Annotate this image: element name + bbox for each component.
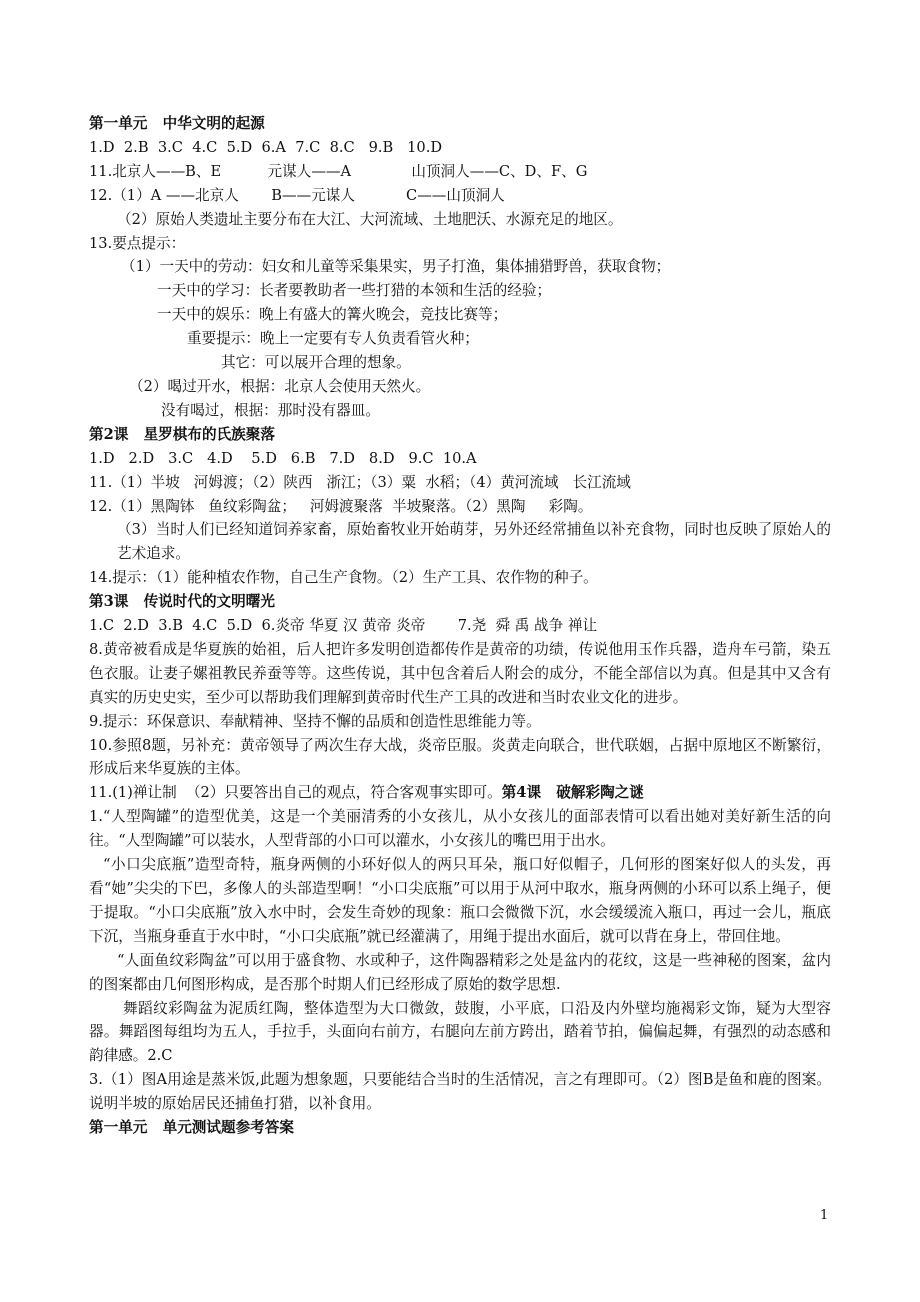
answer-line: （1）一天中的劳动：妇女和儿童等采集果实，男子打渔，集体捕猎野兽，获取食物； — [121, 258, 671, 276]
answer-line: 8.黄帝被看成是华夏族的始祖，后人把许多发明创造都传作是黄帝的功绩，传说他用玉作兵器，造舟车弓箭，染五色衣服。让妻子嫘祖教民养蚕等等。这些传说，其中包含着后人附会的成分，不能全部信以为真。但是其中又含有真实的历史史实，至少可以帮助我们理解到黄帝时代生产工具的改进和当时农业文化的进步。 — [89, 640, 831, 706]
answer-line: “小口尖底瓶”造型奇特，瓶身两侧的小环好似人的两只耳朵，瓶口好似帽子，几何形的图案好似人的头发，再看“她”尖尖的下巴，多像人的头部造型啊！“小口尖底瓶”可以用于从河中取水，瓶身两侧的小环可以系上绳子，便于提取。“小口尖底瓶”放入水中时，会发生奇妙的现象：瓶口会微微下沉，水会缓缓流入瓶口，再过一会儿，瓶底下沉，当瓶身垂直于水中时，“小口尖底瓶”就已经灌满了，用绳于提出水面后，就可以背在身上，带回住地。 — [89, 856, 831, 945]
mixed-line — [89, 781, 831, 805]
answer-line: 重要提示：晚上一定要有专人负责看管火种； — [187, 330, 479, 348]
section-heading: 第3课 传说时代的文明曙光 — [89, 593, 275, 611]
answer-line: 14.提示：（1）能种植农作物，自己生产食物。（2）生产工具、农作物的种子。 — [89, 569, 598, 587]
answer-line: 12.（1）A ——北京人 B——元谋人 C——山顶洞人 — [89, 186, 505, 204]
answer-line: 12.（1）黑陶钵 鱼纹彩陶盆； 河姆渡聚落 半坡聚落。（2）黑陶 彩陶。 — [89, 497, 593, 515]
lesson-4-heading: 第4课 破解彩陶之谜 — [501, 784, 644, 802]
answer-line: 其它：可以展开合理的想象。 — [221, 354, 411, 372]
answer-content — [89, 112, 831, 1140]
answer-line: 1.“人型陶罐”的造型优美，这是一个美丽清秀的小女孩儿，从小女孩儿的面部表情可以看出她对美好新生活的向往。“人型陶罐”可以装水，人型背部的小口可以灌水，小女孩儿的嘴巴用于出水。 — [89, 808, 831, 850]
answer-line: 11.北京人——B、E 元谋人——A 山顶洞人——C、D、F、G — [89, 162, 588, 180]
answer-line: 舞蹈纹彩陶盆为泥质红陶，整体造型为大口微敛，鼓腹，小平底，口沿及内外壁均施褐彩文饰，疑为大型容器。舞蹈图每组均为五人，手拉手，头面向右前方，右腿向左前方跨出，踏着节拍，偏偏起舞，有强烈的动态感和韵律感。2.C — [89, 999, 831, 1065]
answer-line: （3）当时人们已经知道饲养家畜，原始畜牧业开始萌芽，另外还经常捕鱼以补充食物，同时也反映了原始人的艺术追求。 — [117, 521, 831, 563]
answer-line: 13.要点提示： — [89, 234, 186, 252]
answer-line: 11.（1）半坡 河姆渡；（2）陕西 浙江；（3）粟 水稻；（4）黄河流域 长江流域 — [89, 473, 631, 491]
answer-line: “人面鱼纹彩陶盆”可以用于盛食物、水或种子，这件陶器精彩之处是盆内的花纹，这是一些神秘的图案，盆内的图案都由几何图形构成，是否那个时期人们已经形成了原始的数学思想. — [89, 951, 831, 993]
answer-line: 没有喝过，根据：那时没有器皿。 — [161, 401, 380, 419]
section-heading: 第2课 星罗棋布的氏族聚落 — [89, 425, 275, 443]
page-number: 1 — [820, 1208, 829, 1223]
answer-line: 1.C 2.D 3.B 4.C 5.D 6.炎帝 华夏 汉 黄帝 炎帝 7.尧 舜 禹 战争 禅让 — [89, 617, 598, 635]
answer-lines-bottom — [89, 805, 831, 1140]
answer-line: 9.提示：环保意识、奉献精神、坚持不懈的品质和创造性思维能力等。 — [89, 712, 541, 730]
answer-line: （2）原始人类遗址主要分布在大江、大河流域、土地肥沃、水源充足的地区。 — [117, 210, 623, 228]
answer-line: 一天中的娱乐：晚上有盛大的篝火晚会，竞技比赛等； — [157, 306, 508, 324]
section-heading: 第一单元 单元测试题参考答案 — [89, 1119, 294, 1137]
answer-11-text: 11.(1)禅让制 （2）只要答出自己的观点，符合客观事实即可。 — [89, 784, 502, 802]
answer-line: 1.D 2.B 3.C 4.C 5.D 6.A 7.C 8.C 9.B 10.D — [89, 138, 443, 156]
answer-lines-top — [89, 112, 831, 781]
answer-line: 1.D 2.D 3.C 4.D 5.D 6.B 7.D 8.D 9.C 10.A — [89, 449, 477, 467]
answer-line: 10.参照8题，另补充：黄帝领导了两次生存大战，炎帝臣服。炎黄走向联合，世代联姻，占据中原地区不断繁衍，形成后来华夏族的主体。 — [89, 736, 831, 778]
answer-line: （2）喝过开水，根据：北京人会使用天然火。 — [129, 377, 431, 395]
answer-line: 3.（1）图A用途是蒸米饭,此题为想象题，只要能结合当时的生活情况，言之有理即可。（2）图B是鱼和鹿的图案。说明半坡的原始居民还捕鱼打猎，以补食用。 — [89, 1071, 831, 1113]
answer-line: 一天中的学习：长者要教助者一些打猎的本领和生活的经验； — [157, 282, 552, 300]
section-heading: 第一单元 中华文明的起源 — [89, 115, 265, 132]
